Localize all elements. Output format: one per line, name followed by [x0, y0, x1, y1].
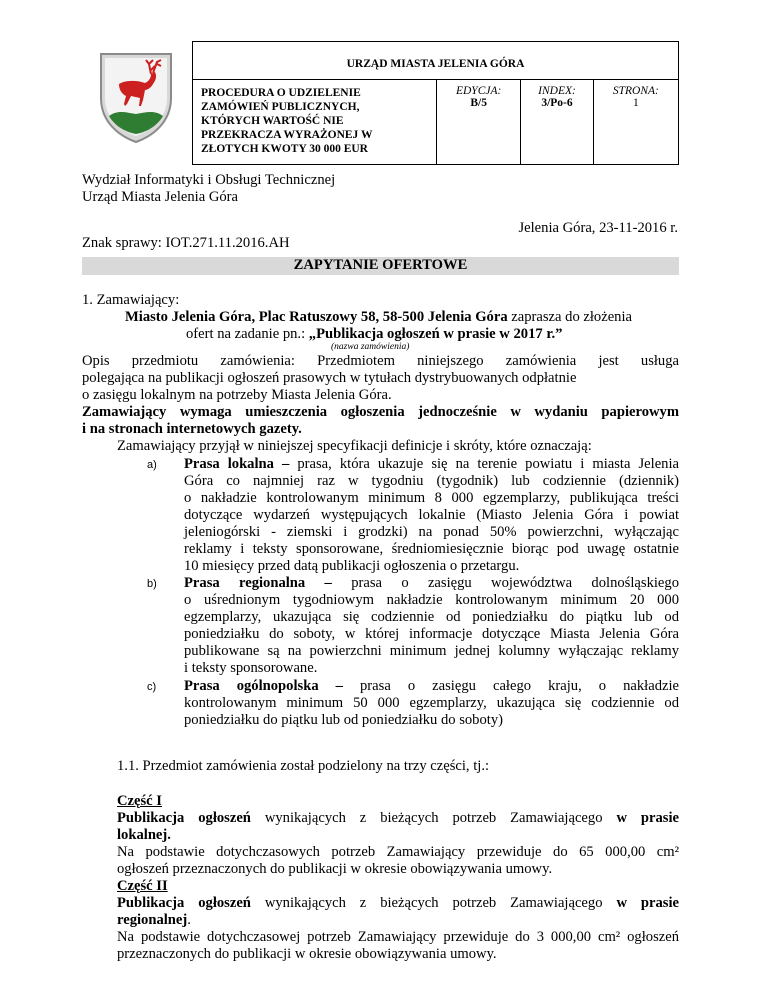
requirement-line: i na stronach internetowych gazety. [82, 421, 302, 437]
place-date: Jelenia Góra, 23-11-2016 r. [518, 220, 678, 236]
sender-department: Wydział Informatyki i Obsługi Technicznej [82, 172, 336, 188]
definition-line: egzemplarzy, ukazująca się codziennie od poniedziałku do piątku lub od [184, 609, 679, 625]
part-publication-line: regionalnej. [117, 912, 191, 928]
subsection-heading: 1.1. Przedmiot zamówienia został podzielony na trzy części, tj.: [117, 758, 490, 774]
requirement-line: Zamawiający wymaga umieszczenia ogłoszenia jednocześnie w wydaniu papierowym [82, 404, 679, 420]
contracting-authority-line: Miasto Jelenia Góra, Plac Ratuszowy 58, 58-500 Jelenia Góra zaprasza do złożenia [125, 309, 632, 325]
part-heading: Część I [117, 793, 162, 809]
city-crest-logo [95, 50, 177, 144]
part-publication-line: Publikacja ogłoszeń wynikających z bieżących potrzeb Zamawiającego w prasie [117, 810, 679, 826]
document-title: ZAPYTANIE OFERTOWE [293, 257, 468, 273]
definition-line: o uśrednionym tygodniowym nakładzie kontrolowanym minimum 20 000 [184, 592, 679, 608]
section-heading: 1. Zamawiający: [82, 292, 180, 308]
definition-letter: c) [147, 681, 157, 693]
definition-line: o nakładzie kontrolowanym minimum 8 000 egzemplarzy, publikująca treści [184, 490, 679, 506]
definition-line: Góra co najmniej raz w tygodniu (tygodnik) lub codziennie (dziennik) [184, 473, 679, 489]
definition-line: jeleniogórski - ziemski i grodzki) na ponad 50% powierzchni, wyłączając [184, 524, 679, 540]
definitions-intro: Zamawiający przyjął w niniejszej specyfikacji definicje i skróty, które oznaczają: [117, 438, 592, 454]
definition-line: reklamy i teksty sponsorowane, średniomiesięcznie biorąc pod uwagę ostatnie [184, 541, 679, 557]
definition-letter: b) [147, 578, 157, 590]
description-line: polegająca na publikacji ogłoszeń prasowych w tytułach dystrybuowanych odpłatnie [82, 370, 577, 386]
page-cell: STRONA: 1 [593, 80, 678, 165]
document-header-table [192, 41, 679, 165]
part-publication-line: lokalnej. [117, 827, 171, 843]
part-estimate-line: Na podstawie dotychczasowej potrzeb Zamawiający przewiduje do 3 000,00 cm² ogłoszeń [117, 929, 679, 945]
description-line: Opis przedmiotu zamówienia: Przedmiotem niniejszego zamówienia jest usługa [82, 353, 679, 369]
definition-line: publikowane są na powierzchni minimum jednej kolumny wyłączając reklamy [184, 643, 679, 659]
part-publication-line: Publikacja ogłoszeń wynikających z bieżących potrzeb Zamawiającego w prasie [117, 895, 679, 911]
procedure-title: PROCEDURA O UDZIELENIE ZAMÓWIEŃ PUBLICZNYCH, KTÓRYCH WARTOŚĆ NIE PRZEKRACZA WYRAŻONEJ W ZŁOTYCH KWOTY 30 000 EUR [193, 80, 437, 165]
definition-line: Prasa regionalna – prasa o zasięgu województwa dolnośląskiego [184, 575, 679, 591]
part-estimate-line: przeznaczonych do publikacji w okresie obowiązywania umowy. [117, 946, 497, 962]
definition-line: 10 miesięcy przed datą publikacji ogłoszenia o przetargu. [184, 558, 520, 574]
definition-line: kontrolowanym minimum 50 000 egzemplarzy, ukazująca się codziennie od [184, 695, 679, 711]
definition-line: Prasa lokalna – prasa, która ukazuje się na terenie powiatu i miasta Jelenia [184, 456, 680, 472]
definition-line: Prasa ogólnopolska – prasa o zasięgu całego kraju, o nakładzie [184, 678, 679, 694]
sender-office: Urząd Miasta Jelenia Góra [82, 189, 239, 205]
office-name: URZĄD MIASTA JELENIA GÓRA [193, 42, 679, 80]
part-estimate-line: Na podstawie dotychczasowych potrzeb Zamawiający przewiduje do 65 000,00 cm² [117, 844, 679, 860]
part-estimate-line: ogłoszeń przeznaczonych do publikacji w okresie obowiązywania umowy. [117, 861, 553, 877]
edition-cell: EDYCJA: B/5 [437, 80, 521, 165]
definition-line: i teksty sponsorowane. [184, 660, 318, 676]
definition-line: poniedziałku do soboty, w której informacje dotyczące Miasta Jelenia Góra [184, 626, 679, 642]
description-line: o zasięgu lokalnym na potrzeby Miasta Jelenia Góra. [82, 387, 392, 403]
definition-line: poniedziałku do piątku lub od poniedziałku do soboty) [184, 712, 503, 728]
contract-name-line: ofert na zadanie pn.: „Publikacja ogłoszeń w prasie w 2017 r.” [186, 326, 563, 342]
contract-name-note: (nazwa zamówienia) [331, 342, 410, 352]
definition-letter: a) [147, 459, 157, 471]
index-cell: INDEX: 3/Po-6 [521, 80, 593, 165]
part-heading: Część II [117, 878, 168, 894]
case-number: Znak sprawy: IOT.271.11.2016.AH [82, 235, 290, 251]
definition-line: dotyczące wydarzeń występujących lokalnie (Miasto Jelenia Góra i powiat [184, 507, 679, 523]
